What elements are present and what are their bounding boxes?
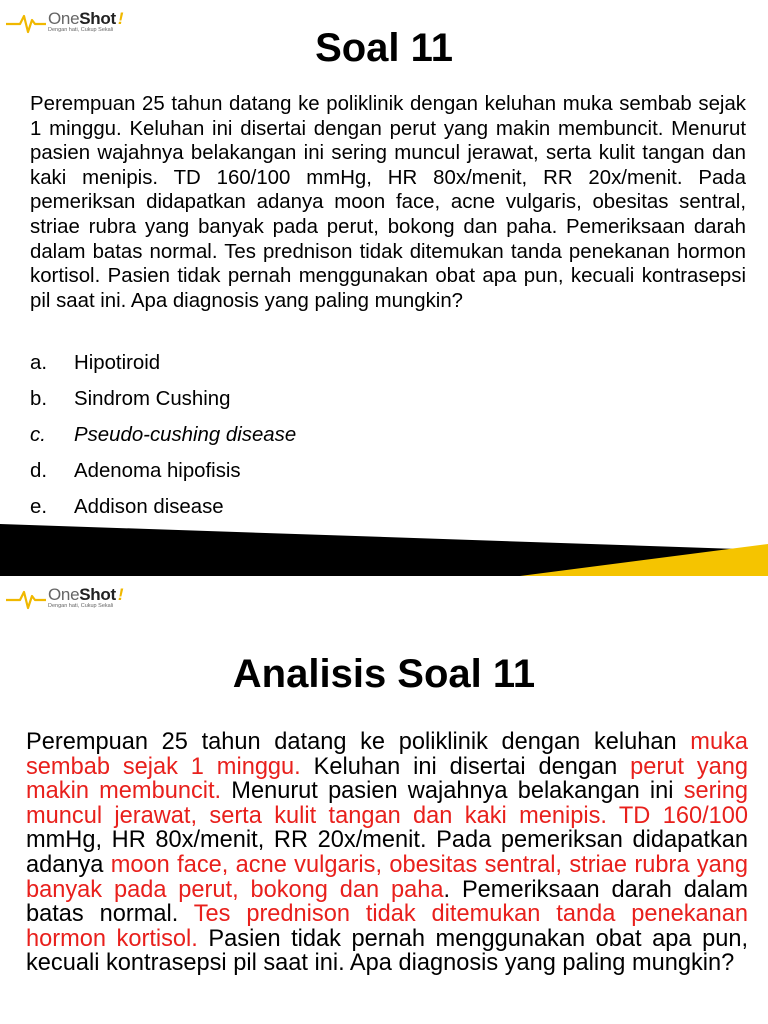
text-segment: Keluhan ini disertai dengan: [300, 753, 631, 780]
option-a: a. Hipotiroid: [30, 352, 161, 374]
text-segment: . Pemeriksaan darah dalam batas normal.: [26, 876, 748, 928]
question-text: Perempuan 25 tahun datang ke poliklinik dengan keluhan muka sembab sejak 1 minggu. Keluhan ini disertai dengan perut yang makin membuncit. Menurut pasien wajahnya belakangan ini sering muncul jerawat, serta kulit tangan dan kaki menipis. TD 160/100 mmHg, HR 80x/menit, RR 20x/menit. Pada pemeriksan didapatkan adanya moon face, acne vulgaris, obesitas sentral, striae rubra yang banyak pada perut, bokong dan paha. Pemeriksaan darah dalam batas normal. Tes prednison tidak ditemukan tanda penekanan hormon kortisol. Pasien tidak pernah menggunakan obat apa pun, kecuali kontrasepsi pil saat ini. Apa diagnosis yang paling mungkin?: [30, 93, 746, 312]
option-b: b. Sindrom Cushing: [30, 388, 231, 410]
highlight-segment: sering muncul jerawat, serta kulit tangan dan kaki menipis. TD 160/100: [26, 778, 748, 829]
analysis-title: Analisis Soal 11: [232, 652, 536, 696]
slide-title: Soal 11: [315, 26, 453, 70]
highlight-segment: Tes prednison tidak ditemukan tanda penekanan hormon kortisol.: [26, 901, 748, 952]
brand-tagline: Dengan hati, Cukup Sekali: [48, 603, 114, 609]
highlight-segment: muka sembab sejak 1 minggu.: [26, 729, 748, 780]
highlight-segment: moon face, acne vulgaris, obesitas sentral, striae rubra yang banyak pada perut, bokong dan paha: [26, 851, 748, 903]
option-c: c. Pseudo-cushing disease: [30, 424, 297, 446]
text-segment: mmHg, HR 80x/menit, RR 20x/menit. Pada pemeriksan didapatkan adanya: [26, 827, 748, 878]
brand-name: OneShot !: [48, 9, 124, 28]
option-d: d. Adenoma hipofisis: [30, 460, 241, 482]
oneshot-logo: [6, 586, 123, 614]
answer-options: [30, 352, 296, 532]
slide-analysis: [0, 576, 768, 1024]
analysis-text: [26, 730, 748, 976]
text-segment: Pasien tidak pernah menggunakan obat apa pun, kecuali kontrasepsi pil saat ini. Apa diagnosis yang paling mungkin?: [26, 925, 748, 977]
brand-name: OneShot !: [48, 585, 124, 604]
decorative-bottom-band: [0, 524, 768, 576]
heartbeat-logo-icon: [6, 586, 46, 614]
text-segment: Perempuan 25 tahun datang ke poliklinik dengan keluhan: [26, 729, 691, 755]
text-segment: Menurut pasien wajahnya belakangan ini: [221, 778, 684, 805]
highlight-segment: perut yang makin membuncit.: [26, 753, 748, 805]
brand-tagline: Dengan hati, Cukup Sekali: [48, 27, 114, 33]
option-e: e. Addison disease: [30, 496, 224, 518]
